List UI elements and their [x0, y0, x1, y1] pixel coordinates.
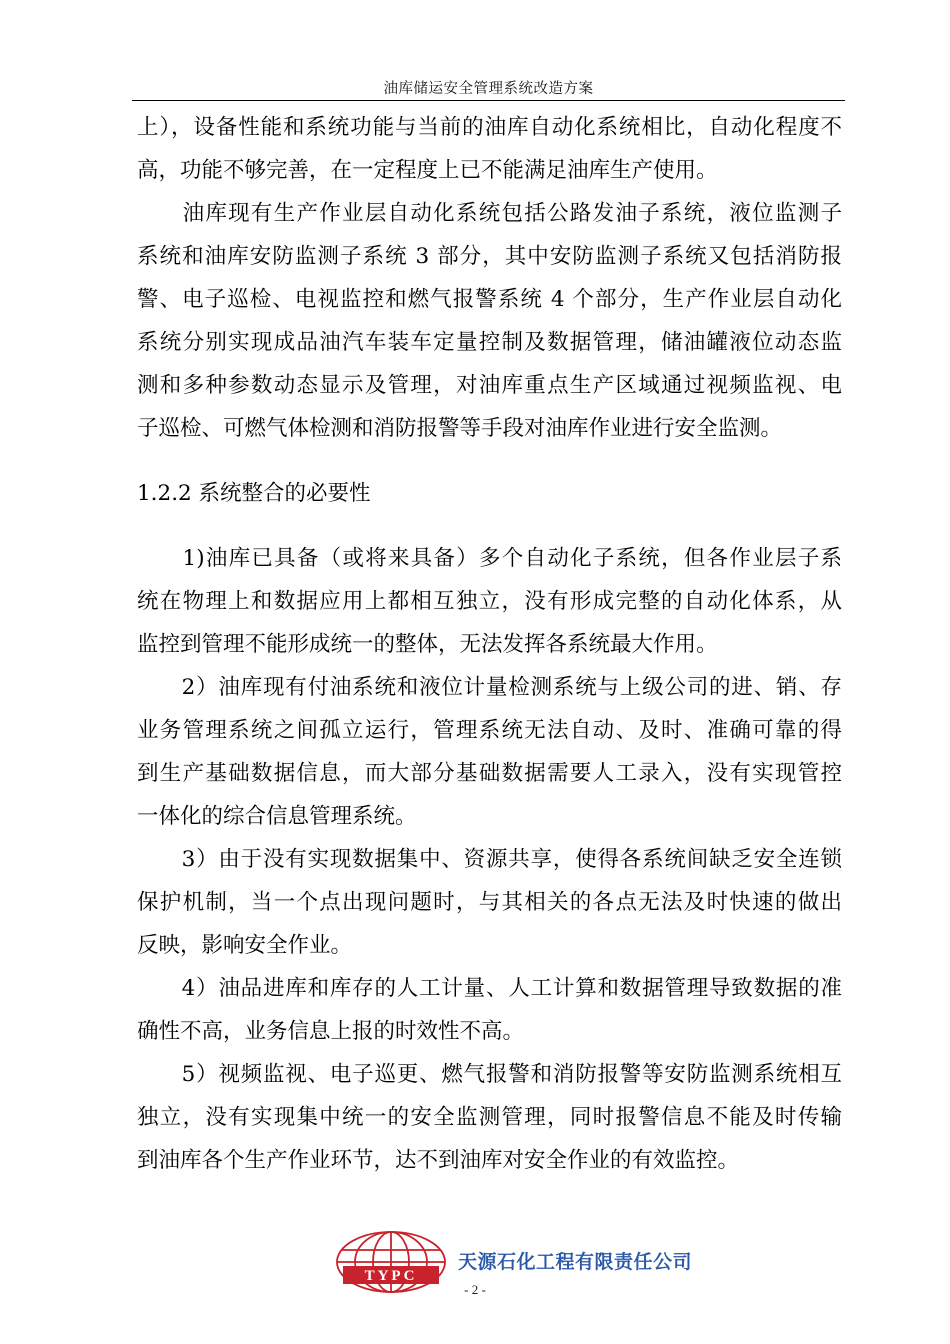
company-name: 天源石化工程有限责任公司 [458, 1251, 693, 1273]
document-body [137, 106, 842, 1182]
text-line: 2）油库现有付油系统和液位计量检测系统与上级公司的进、销、存 [137, 675, 842, 700]
logo-lettering: TYPC [364, 1268, 418, 1284]
text-line: 1)油库已具备（或将来具备）多个自动化子系统，但各作业层子系 [137, 546, 842, 571]
text-line: 一体化的综合信息管理系统。 [137, 804, 417, 829]
paragraph-gap [137, 450, 842, 472]
page-header-title: 油库储运安全管理系统改造方案 [383, 81, 594, 97]
text-line: 子巡检、可燃气体检测和消防报警等手段对油库作业进行安全监测。 [137, 416, 783, 441]
text-line: 业务管理系统之间孤立运行，管理系统无法自动、及时、准确可靠的得 [137, 718, 842, 743]
text-line: 独立，没有实现集中统一的安全监测管理，同时报警信息不能及时传输 [137, 1105, 842, 1130]
text-line: 到生产基础数据信息，而大部分基础数据需要人工录入，没有实现管控 [137, 761, 842, 786]
text-line: 系统和油库安防监测子系统 3 部分，其中安防监测子系统又包括消防报 [137, 244, 842, 269]
text-line: 统在物理上和数据应用上都相互独立，没有形成完整的自动化体系，从 [137, 589, 842, 614]
text-line: 警、电子巡检、电视监控和燃气报警系统 4 个部分，生产作业层自动化 [137, 287, 842, 312]
text-line: 系统分别实现成品油汽车装车定量控制及数据管理，储油罐液位动态监 [137, 330, 842, 355]
text-line: 5）视频监视、电子巡更、燃气报警和消防报警等安防监测系统相互 [137, 1062, 842, 1087]
paragraph-gap [137, 515, 842, 537]
text-line: 高，功能不够完善，在一定程度上已不能满足油库生产使用。 [137, 158, 718, 183]
text-line: 油库现有生产作业层自动化系统包括公路发油子系统，液位监测子 [137, 201, 842, 226]
text-line: 4）油品进库和库存的人工计量、人工计算和数据管理导致数据的准 [137, 976, 842, 1001]
header-rule [132, 100, 845, 101]
text-line: 到油库各个生产作业环节，达不到油库对安全作业的有效监控。 [137, 1148, 740, 1173]
text-line: 反映，影响安全作业。 [137, 933, 353, 958]
text-line: 3）由于没有实现数据集中、资源共享，使得各系统间缺乏安全连锁 [137, 847, 842, 872]
text-line: 测和多种参数动态显示及管理，对油库重点生产区域通过视频监视、电 [137, 373, 842, 398]
text-line: 监控到管理不能形成统一的整体，无法发挥各系统最大作用。 [137, 632, 718, 657]
text-line: 确性不高，业务信息上报的时效性不高。 [137, 1019, 525, 1044]
text-line: 保护机制，当一个点出现问题时，与其相关的各点无法及时快速的做出 [137, 890, 842, 915]
page-number: - 2 - [464, 1282, 486, 1297]
text-line: 上），设备性能和系统功能与当前的油库自动化系统相比，自动化程度不 [137, 115, 842, 140]
section-heading: 1.2.2 系统整合的必要性 [137, 481, 371, 506]
